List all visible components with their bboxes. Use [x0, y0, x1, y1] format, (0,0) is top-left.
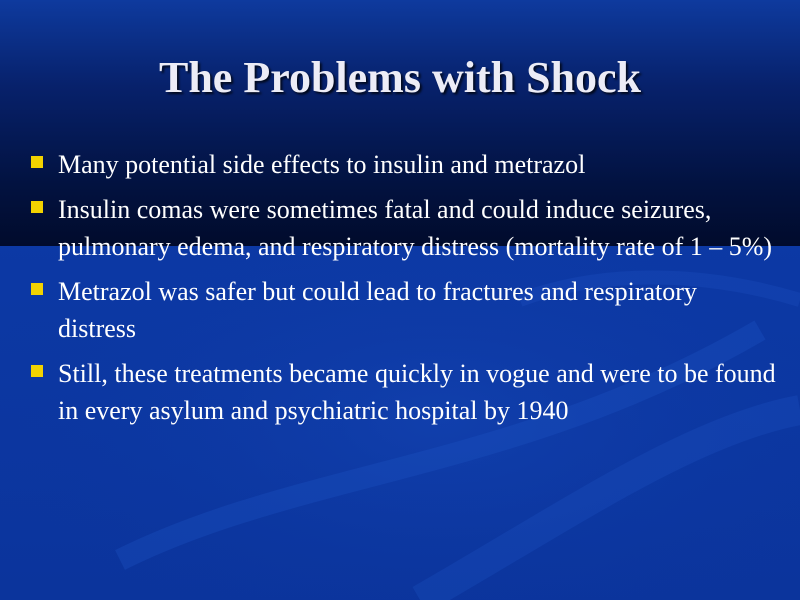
square-bullet-icon [31, 365, 43, 377]
bullet-list [0, 146, 800, 437]
bullet-item [0, 146, 800, 183]
square-bullet-icon [31, 283, 43, 295]
bullet-text: Still, these treatments became quickly in vogue and were to be found in every asylum and psychiatric hospital by 1940 [58, 359, 776, 425]
bullet-text: Insulin comas were sometimes fatal and could induce seizures, pulmonary edema, and respiratory distress (mortality rate of 1 – 5%) [58, 195, 773, 261]
bullet-text: Many potential side effects to insulin and metrazol [58, 150, 586, 179]
bullet-text: Metrazol was safer but could lead to fractures and respiratory distress [58, 277, 697, 343]
square-bullet-icon [31, 156, 43, 168]
bullet-item [0, 273, 800, 347]
bullet-item [0, 191, 800, 265]
slide-title: The Problems with Shock [158, 53, 642, 102]
square-bullet-icon [31, 201, 43, 213]
bullet-item [0, 355, 800, 429]
